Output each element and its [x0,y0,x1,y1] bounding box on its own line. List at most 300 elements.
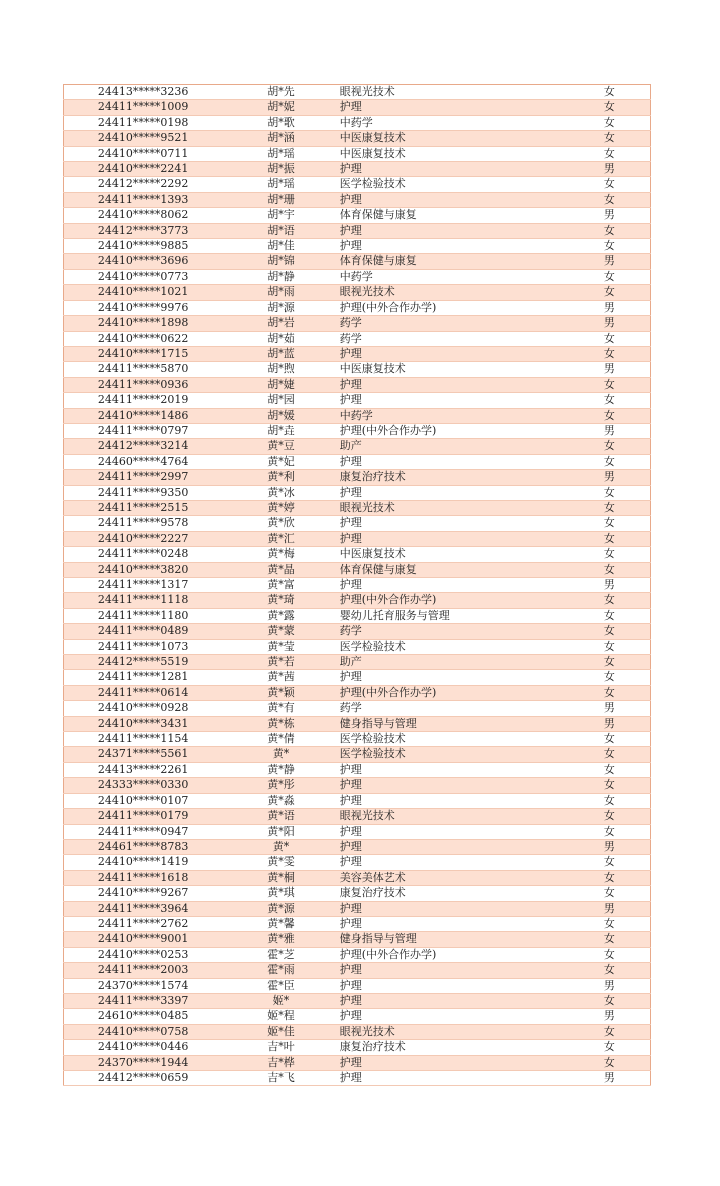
student-id-cell: 24411*****2003 [64,963,223,978]
student-name-cell: 胡*锦 [222,254,340,269]
table-row [64,362,651,377]
student-name-cell: 黄*栋 [222,716,340,731]
gender-cell: 女 [569,131,651,146]
table-row [64,947,651,962]
student-name-cell: 胡*语 [222,223,340,238]
major-cell: 康复治疗技术 [340,886,569,901]
table-row [64,1071,651,1086]
table-row [64,901,651,916]
gender-cell: 女 [569,454,651,469]
major-cell: 医学检验技术 [340,639,569,654]
major-cell: 护理 [340,839,569,854]
student-name-cell: 霍*芝 [222,947,340,962]
gender-cell: 女 [569,639,651,654]
table-row [64,408,651,423]
student-name-cell: 胡*岩 [222,316,340,331]
student-name-cell: 黄*颖 [222,685,340,700]
gender-cell: 女 [569,346,651,361]
student-id-cell: 24411*****0248 [64,547,223,562]
student-name-cell: 黄*利 [222,470,340,485]
major-cell: 护理 [340,192,569,207]
student-id-cell: 24411*****3964 [64,901,223,916]
student-name-cell: 黄*倩 [222,732,340,747]
student-id-cell: 24410*****1021 [64,285,223,300]
student-id-cell: 24410*****9976 [64,300,223,315]
table-row [64,393,651,408]
major-cell: 护理 [340,485,569,500]
table-row [64,300,651,315]
major-cell: 医学检验技术 [340,732,569,747]
major-cell: 中医康复技术 [340,362,569,377]
gender-cell: 男 [569,578,651,593]
student-name-cell: 吉*桦 [222,1055,340,1070]
table-row [64,655,651,670]
gender-cell: 女 [569,886,651,901]
major-cell: 护理 [340,670,569,685]
student-id-cell: 24411*****1393 [64,192,223,207]
student-id-cell: 24410*****1486 [64,408,223,423]
student-name-cell: 霍*臣 [222,978,340,993]
student-name-cell: 黄*露 [222,608,340,623]
student-name-cell: 黄*雅 [222,932,340,947]
student-name-cell: 胡*珊 [222,192,340,207]
gender-cell: 男 [569,978,651,993]
student-name-cell: 黄*豆 [222,439,340,454]
gender-cell: 女 [569,547,651,562]
student-name-cell: 黄*静 [222,762,340,777]
major-cell: 护理 [340,963,569,978]
major-cell: 体育保健与康复 [340,562,569,577]
student-id-cell: 24411*****2019 [64,393,223,408]
major-cell: 护理 [340,516,569,531]
student-name-cell: 姬* [222,993,340,1008]
student-id-cell: 24412*****0659 [64,1071,223,1086]
major-cell: 护理 [340,793,569,808]
gender-cell: 女 [569,685,651,700]
student-name-cell: 黄*莹 [222,639,340,654]
gender-cell: 男 [569,1071,651,1086]
student-name-cell: 黄*语 [222,809,340,824]
gender-cell: 女 [569,747,651,762]
table-row [64,716,651,731]
major-cell: 药学 [340,701,569,716]
major-cell: 美容美体艺术 [340,870,569,885]
student-name-cell: 黄*汇 [222,531,340,546]
major-cell: 健身指导与管理 [340,932,569,947]
major-cell: 中药学 [340,115,569,130]
table-row [64,1040,651,1055]
table-row [64,701,651,716]
major-cell: 医学检验技术 [340,177,569,192]
major-cell: 眼视光技术 [340,809,569,824]
student-name-cell: 胡*佳 [222,239,340,254]
student-name-cell: 胡*垚 [222,423,340,438]
major-cell: 护理(中外合作办学) [340,685,569,700]
gender-cell: 男 [569,316,651,331]
student-id-cell: 24411*****0947 [64,824,223,839]
table-row [64,1024,651,1039]
gender-cell: 女 [569,963,651,978]
student-id-cell: 24410*****9267 [64,886,223,901]
table-row [64,162,651,177]
gender-cell: 女 [569,593,651,608]
table-row [64,870,651,885]
major-cell: 健身指导与管理 [340,716,569,731]
gender-cell: 男 [569,300,651,315]
gender-cell: 女 [569,516,651,531]
student-id-cell: 24411*****5870 [64,362,223,377]
student-name-cell: 胡*蓝 [222,346,340,361]
student-name-cell: 胡*煦 [222,362,340,377]
student-name-cell: 胡*茹 [222,331,340,346]
table-row [64,192,651,207]
student-id-cell: 24461*****8783 [64,839,223,854]
student-name-cell: 吉*飞 [222,1071,340,1086]
table-row [64,916,651,931]
student-name-cell: 胡*先 [222,85,340,100]
gender-cell: 女 [569,146,651,161]
student-name-cell: 黄*琦 [222,593,340,608]
student-name-cell: 黄*源 [222,901,340,916]
student-id-cell: 24411*****3397 [64,993,223,1008]
student-name-cell: 胡*涵 [222,131,340,146]
student-name-cell: 黄*梅 [222,547,340,562]
student-name-cell: 黄*妃 [222,454,340,469]
student-name-cell: 黄*富 [222,578,340,593]
table-row [64,454,651,469]
gender-cell: 女 [569,100,651,115]
table-row [64,346,651,361]
gender-cell: 女 [569,778,651,793]
gender-cell: 女 [569,393,651,408]
student-id-cell: 24411*****1073 [64,639,223,654]
table-row [64,146,651,161]
student-name-cell: 黄*桐 [222,870,340,885]
student-id-cell: 24410*****0758 [64,1024,223,1039]
major-cell: 护理 [340,531,569,546]
gender-cell: 男 [569,901,651,916]
gender-cell: 男 [569,1009,651,1024]
student-name-cell: 黄*冰 [222,485,340,500]
gender-cell: 女 [569,269,651,284]
student-id-cell: 24333*****0330 [64,778,223,793]
major-cell: 眼视光技术 [340,285,569,300]
table-row [64,593,651,608]
table-row [64,886,651,901]
table-row [64,793,651,808]
student-name-cell: 胡*静 [222,269,340,284]
gender-cell: 男 [569,254,651,269]
table-row [64,855,651,870]
major-cell: 护理 [340,916,569,931]
student-id-cell: 24412*****3214 [64,439,223,454]
student-id-cell: 24410*****3696 [64,254,223,269]
major-cell: 护理 [340,1055,569,1070]
gender-cell: 女 [569,223,651,238]
table-row [64,316,651,331]
student-list-table [63,84,651,1086]
table-row [64,839,651,854]
gender-cell: 女 [569,1040,651,1055]
student-name-cell: 姬*程 [222,1009,340,1024]
student-id-cell: 24411*****0614 [64,685,223,700]
student-name-cell: 胡*妮 [222,100,340,115]
major-cell: 护理(中外合作办学) [340,423,569,438]
major-cell: 护理 [340,377,569,392]
gender-cell: 女 [569,855,651,870]
major-cell: 药学 [340,316,569,331]
table-row [64,423,651,438]
student-name-cell: 吉*叶 [222,1040,340,1055]
major-cell: 体育保健与康复 [340,208,569,223]
table-row [64,470,651,485]
student-name-cell: 黄*馨 [222,916,340,931]
table-row [64,963,651,978]
student-id-cell: 24610*****0485 [64,1009,223,1024]
major-cell: 护理 [340,346,569,361]
major-cell: 护理 [340,762,569,777]
student-id-cell: 24410*****3431 [64,716,223,731]
table-row [64,639,651,654]
table-row [64,331,651,346]
student-id-cell: 24411*****1009 [64,100,223,115]
student-name-cell: 黄*蒙 [222,624,340,639]
student-id-cell: 24411*****1180 [64,608,223,623]
student-id-cell: 24410*****0107 [64,793,223,808]
student-name-cell: 胡*宇 [222,208,340,223]
gender-cell: 女 [569,192,651,207]
major-cell: 护理 [340,100,569,115]
major-cell: 中医康复技术 [340,547,569,562]
major-cell: 康复治疗技术 [340,1040,569,1055]
table-row [64,115,651,130]
gender-cell: 女 [569,500,651,515]
gender-cell: 男 [569,716,651,731]
student-name-cell: 黄*婷 [222,500,340,515]
table-row [64,608,651,623]
gender-cell: 女 [569,624,651,639]
table-row [64,531,651,546]
gender-cell: 女 [569,916,651,931]
major-cell: 中药学 [340,408,569,423]
major-cell: 护理 [340,393,569,408]
gender-cell: 男 [569,701,651,716]
table-row [64,208,651,223]
table-row [64,685,651,700]
student-id-cell: 24410*****9885 [64,239,223,254]
student-id-cell: 24460*****4764 [64,454,223,469]
table-row [64,85,651,100]
student-name-cell: 胡*瑶 [222,177,340,192]
gender-cell: 女 [569,870,651,885]
major-cell: 体育保健与康复 [340,254,569,269]
table-row [64,562,651,577]
gender-cell: 女 [569,562,651,577]
gender-cell: 女 [569,115,651,130]
major-cell: 助产 [340,439,569,454]
student-id-cell: 24411*****1118 [64,593,223,608]
table-row [64,1009,651,1024]
gender-cell: 男 [569,470,651,485]
major-cell: 护理 [340,1071,569,1086]
gender-cell: 女 [569,1024,651,1039]
major-cell: 眼视光技术 [340,85,569,100]
gender-cell: 女 [569,932,651,947]
table-row [64,377,651,392]
student-name-cell: 黄*若 [222,655,340,670]
table-row [64,809,651,824]
student-id-cell: 24411*****1317 [64,578,223,593]
major-cell: 助产 [340,655,569,670]
gender-cell: 女 [569,1055,651,1070]
table-row [64,578,651,593]
student-name-cell: 胡*歌 [222,115,340,130]
student-id-cell: 24410*****0253 [64,947,223,962]
major-cell: 中医康复技术 [340,146,569,161]
major-cell: 护理(中外合作办学) [340,593,569,608]
student-id-cell: 24410*****9001 [64,932,223,947]
table-row [64,747,651,762]
major-cell: 中药学 [340,269,569,284]
student-name-cell: 胡*瑶 [222,146,340,161]
student-id-cell: 24410*****2227 [64,531,223,546]
gender-cell: 女 [569,608,651,623]
major-cell: 眼视光技术 [340,500,569,515]
student-name-cell: 胡*婕 [222,377,340,392]
gender-cell: 女 [569,331,651,346]
table-row [64,624,651,639]
table-row [64,762,651,777]
student-name-cell: 霍*雨 [222,963,340,978]
major-cell: 护理 [340,578,569,593]
student-name-cell: 黄*茜 [222,670,340,685]
gender-cell: 女 [569,655,651,670]
student-id-cell: 24410*****1898 [64,316,223,331]
gender-cell: 男 [569,362,651,377]
table-row [64,993,651,1008]
student-id-cell: 24410*****3820 [64,562,223,577]
student-id-cell: 24411*****1154 [64,732,223,747]
major-cell: 护理 [340,778,569,793]
student-name-cell: 胡*源 [222,300,340,315]
gender-cell: 女 [569,993,651,1008]
major-cell: 眼视光技术 [340,1024,569,1039]
student-name-cell: 黄*阳 [222,824,340,839]
gender-cell: 女 [569,85,651,100]
major-cell: 中医康复技术 [340,131,569,146]
gender-cell: 女 [569,732,651,747]
student-id-cell: 24411*****0489 [64,624,223,639]
student-id-cell: 24410*****0773 [64,269,223,284]
gender-cell: 女 [569,485,651,500]
student-id-cell: 24410*****0928 [64,701,223,716]
student-name-cell: 黄*淼 [222,793,340,808]
student-id-cell: 24413*****3236 [64,85,223,100]
major-cell: 药学 [340,331,569,346]
student-id-cell: 24411*****0198 [64,115,223,130]
major-cell: 护理 [340,993,569,1008]
gender-cell: 男 [569,839,651,854]
student-id-cell: 24410*****2241 [64,162,223,177]
gender-cell: 女 [569,177,651,192]
table-row [64,1055,651,1070]
table-row [64,223,651,238]
major-cell: 康复治疗技术 [340,470,569,485]
gender-cell: 女 [569,439,651,454]
student-id-cell: 24370*****1574 [64,978,223,993]
gender-cell: 女 [569,824,651,839]
table-row [64,269,651,284]
table-row [64,516,651,531]
major-cell: 护理 [340,162,569,177]
gender-cell: 女 [569,285,651,300]
student-id-cell: 24411*****2997 [64,470,223,485]
major-cell: 护理 [340,454,569,469]
table-row [64,824,651,839]
student-id-cell: 24411*****9350 [64,485,223,500]
table-row [64,932,651,947]
table-row [64,285,651,300]
student-id-cell: 24370*****1944 [64,1055,223,1070]
student-list-body [64,85,651,1086]
major-cell: 护理 [340,223,569,238]
table-row [64,732,651,747]
gender-cell: 女 [569,793,651,808]
table-row [64,485,651,500]
student-id-cell: 24411*****0179 [64,809,223,824]
gender-cell: 女 [569,239,651,254]
student-name-cell: 黄*欣 [222,516,340,531]
major-cell: 护理 [340,239,569,254]
student-name-cell: 胡*雨 [222,285,340,300]
gender-cell: 女 [569,377,651,392]
student-id-cell: 24410*****0622 [64,331,223,346]
student-id-cell: 24411*****2762 [64,916,223,931]
student-id-cell: 24413*****2261 [64,762,223,777]
table-row [64,131,651,146]
student-id-cell: 24410*****9521 [64,131,223,146]
student-name-cell: 姬*佳 [222,1024,340,1039]
major-cell: 护理 [340,1009,569,1024]
student-id-cell: 24410*****1715 [64,346,223,361]
table-row [64,439,651,454]
student-name-cell: 胡*媛 [222,408,340,423]
student-name-cell: 胡*园 [222,393,340,408]
table-row [64,239,651,254]
student-name-cell: 黄* [222,747,340,762]
major-cell: 药学 [340,624,569,639]
table-row [64,547,651,562]
student-id-cell: 24410*****0446 [64,1040,223,1055]
gender-cell: 男 [569,162,651,177]
major-cell: 护理(中外合作办学) [340,300,569,315]
table-row [64,670,651,685]
student-id-cell: 24411*****1618 [64,870,223,885]
major-cell: 婴幼儿托育服务与管理 [340,608,569,623]
student-id-cell: 24371*****5561 [64,747,223,762]
major-cell: 护理 [340,901,569,916]
student-name-cell: 胡*振 [222,162,340,177]
gender-cell: 男 [569,208,651,223]
major-cell: 护理 [340,824,569,839]
major-cell: 护理 [340,855,569,870]
table-row [64,778,651,793]
gender-cell: 女 [569,762,651,777]
gender-cell: 女 [569,531,651,546]
gender-cell: 女 [569,670,651,685]
major-cell: 医学检验技术 [340,747,569,762]
gender-cell: 女 [569,809,651,824]
